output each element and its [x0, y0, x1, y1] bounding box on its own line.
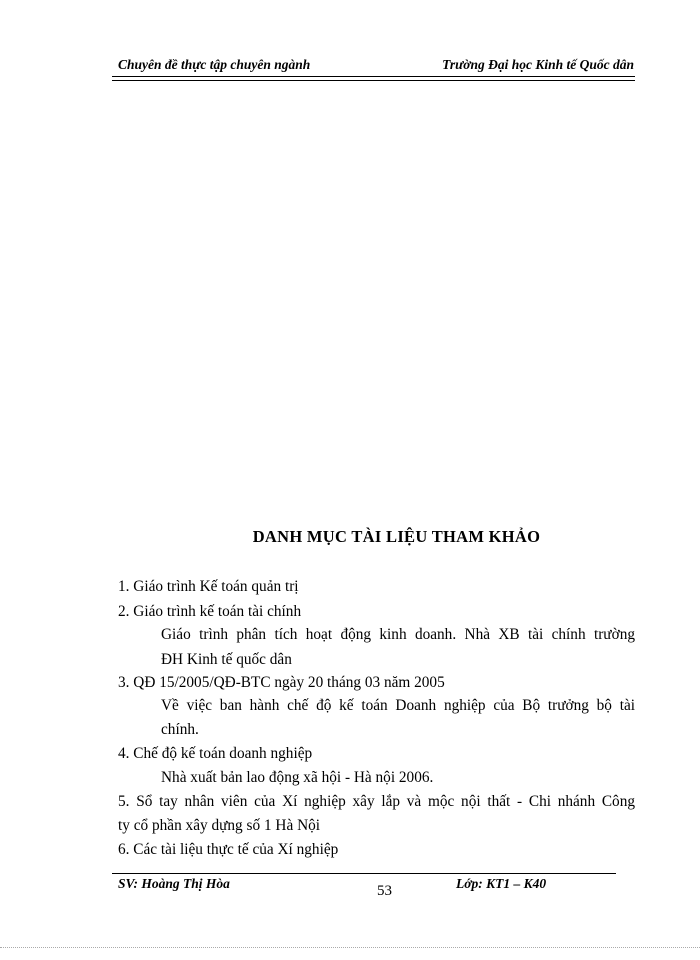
reference-item-2: 2. Giáo trình kế toán tài chính [118, 603, 302, 620]
footer-rule [112, 873, 616, 874]
reference-item-2-detail: Giáo trình phân tích hoạt động kinh doanh. Nhà XB tài chính trường [161, 626, 635, 643]
reference-item-4: 4. Chế độ kế toán doanh nghiệp [118, 745, 313, 762]
footer-class: Lớp: KT1 – K40 [456, 876, 547, 891]
header-course-title: Chuyên đề thực tập chuyên ngành [118, 57, 311, 72]
reference-item-1: 1. Giáo trình Kế toán quản trị [118, 578, 299, 595]
page-title: DANH MỤC TÀI LIỆU THAM KHẢO [252, 527, 541, 546]
page-number: 53 [377, 883, 392, 899]
reference-item-5-cont: ty cổ phần xây dựng số 1 Hà Nội [118, 817, 321, 834]
page-bottom-divider [0, 947, 700, 948]
reference-item-4-detail: Nhà xuất bản lao động xã hội - Hà nội 2006. [161, 769, 434, 786]
footer-student: SV: Hoàng Thị Hòa [118, 876, 230, 891]
reference-item-3-detail-cont: chính. [161, 721, 199, 738]
header-university: Trường Đại học Kinh tế Quốc dân [442, 57, 634, 72]
reference-item-3-detail: Về việc ban hành chế độ kế toán Doanh nghiệp của Bộ trưởng bộ tài [161, 697, 635, 714]
reference-item-3: 3. QĐ 15/2005/QĐ-BTC ngày 20 tháng 03 năm 2005 [118, 674, 445, 691]
header-rule-thin [112, 80, 635, 81]
reference-item-5: 5. Sổ tay nhân viên của Xí nghiệp xây lắp và mộc nội thất - Chi nhánh Công [118, 793, 635, 810]
header-rule [112, 76, 635, 77]
reference-item-6: 6. Các tài liệu thực tế của Xí nghiệp [118, 841, 339, 858]
reference-item-2-detail-cont: ĐH Kinh tế quốc dân [161, 651, 292, 668]
